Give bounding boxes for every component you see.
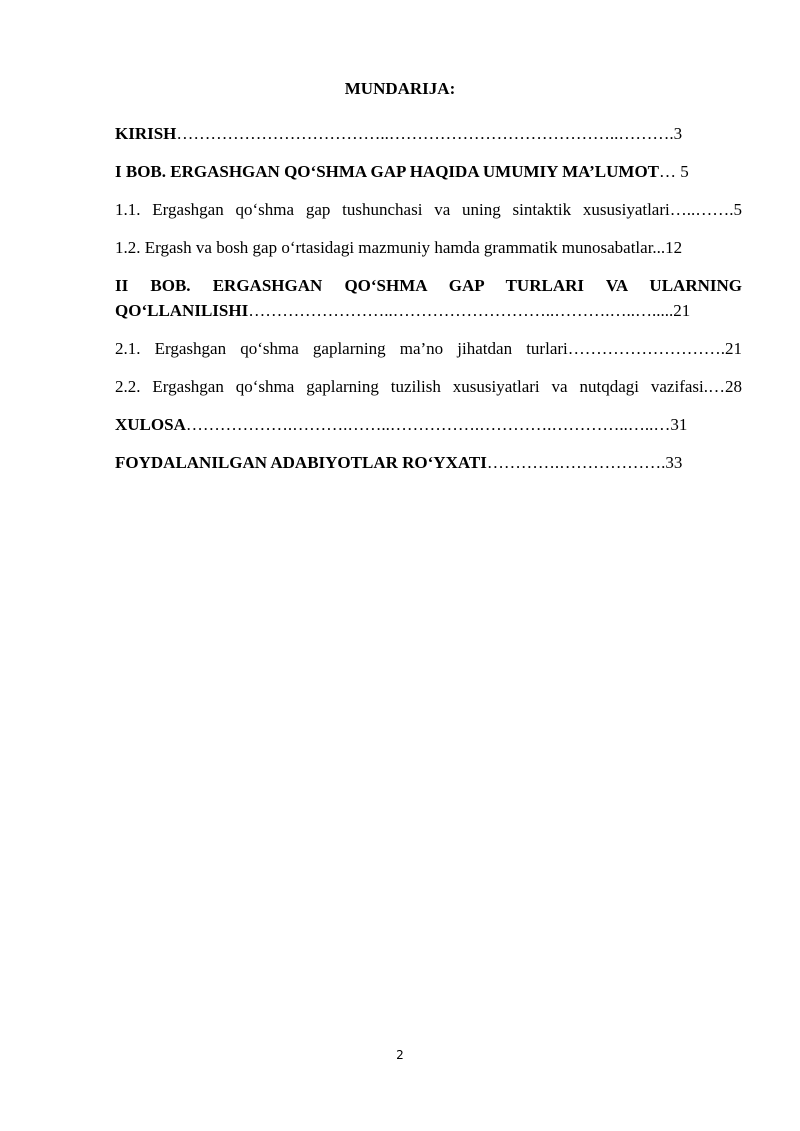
toc-entry-leader: ……………….……….……..…………….………….…………..…..…31	[185, 415, 688, 434]
toc-entry-leader: ………….……………….33	[486, 453, 683, 472]
toc-entry-section-2-2	[115, 374, 742, 399]
toc-entry-leader: … 5	[659, 162, 689, 181]
toc-entry-chapter-2	[115, 273, 742, 323]
toc-entry-section-2-1	[115, 336, 742, 361]
toc-entry-title: XULOSA	[115, 415, 186, 434]
toc-entry-title: 2.1. Ergashgan qo‘shma gaplarning ma’no jihatdan turlari	[115, 339, 568, 358]
toc-entry-title: KIRISH	[115, 124, 177, 143]
toc-entry-leader: …..…….5	[669, 200, 742, 219]
toc-entry-leader: ……………………….21	[567, 339, 742, 358]
toc-entry-kirish	[115, 121, 742, 146]
toc-entry-leader: ……………………..………………………..……….…..….....21	[248, 301, 691, 320]
table-of-contents	[115, 121, 742, 488]
toc-entry-title: 1.2. Ergash va bosh gap o‘rtasidagi mazmuniy hamda grammatik munosabatlar...12	[115, 238, 683, 257]
toc-entry-title: 1.1. Ergashgan qo‘shma gap tushunchasi va uning sintaktik xususiyatlari	[115, 200, 670, 219]
toc-entry-title: 2.2. Ergashgan qo‘shma gaplarning tuzilish xususiyatlari va nutqdagi vazifasi.	[115, 377, 708, 396]
toc-entry-leader: …28	[708, 377, 742, 396]
toc-entry-chapter-1	[115, 159, 742, 184]
page-number: 2	[396, 1048, 404, 1062]
toc-entry-title: II BOB. ERGASHGAN QO‘SHMA GAP TURLARI VA ULARNING QO‘LLANILISHI	[115, 276, 742, 320]
toc-entry-bibliography	[115, 450, 742, 475]
toc-entry-title: I BOB. ERGASHGAN QO‘SHMA GAP HAQIDA UMUMIY MA’LUMOT	[115, 162, 660, 181]
toc-entry-leader: ………………………………..…………………………………..……….3	[176, 124, 683, 143]
toc-title: MUNDARIJA:	[344, 79, 456, 98]
toc-entry-xulosa	[115, 412, 742, 437]
toc-entry-section-1-2	[115, 235, 742, 260]
toc-entry-title: FOYDALANILGAN ADABIYOTLAR RO‘YXATI	[115, 453, 487, 472]
toc-entry-section-1-1	[115, 197, 742, 222]
